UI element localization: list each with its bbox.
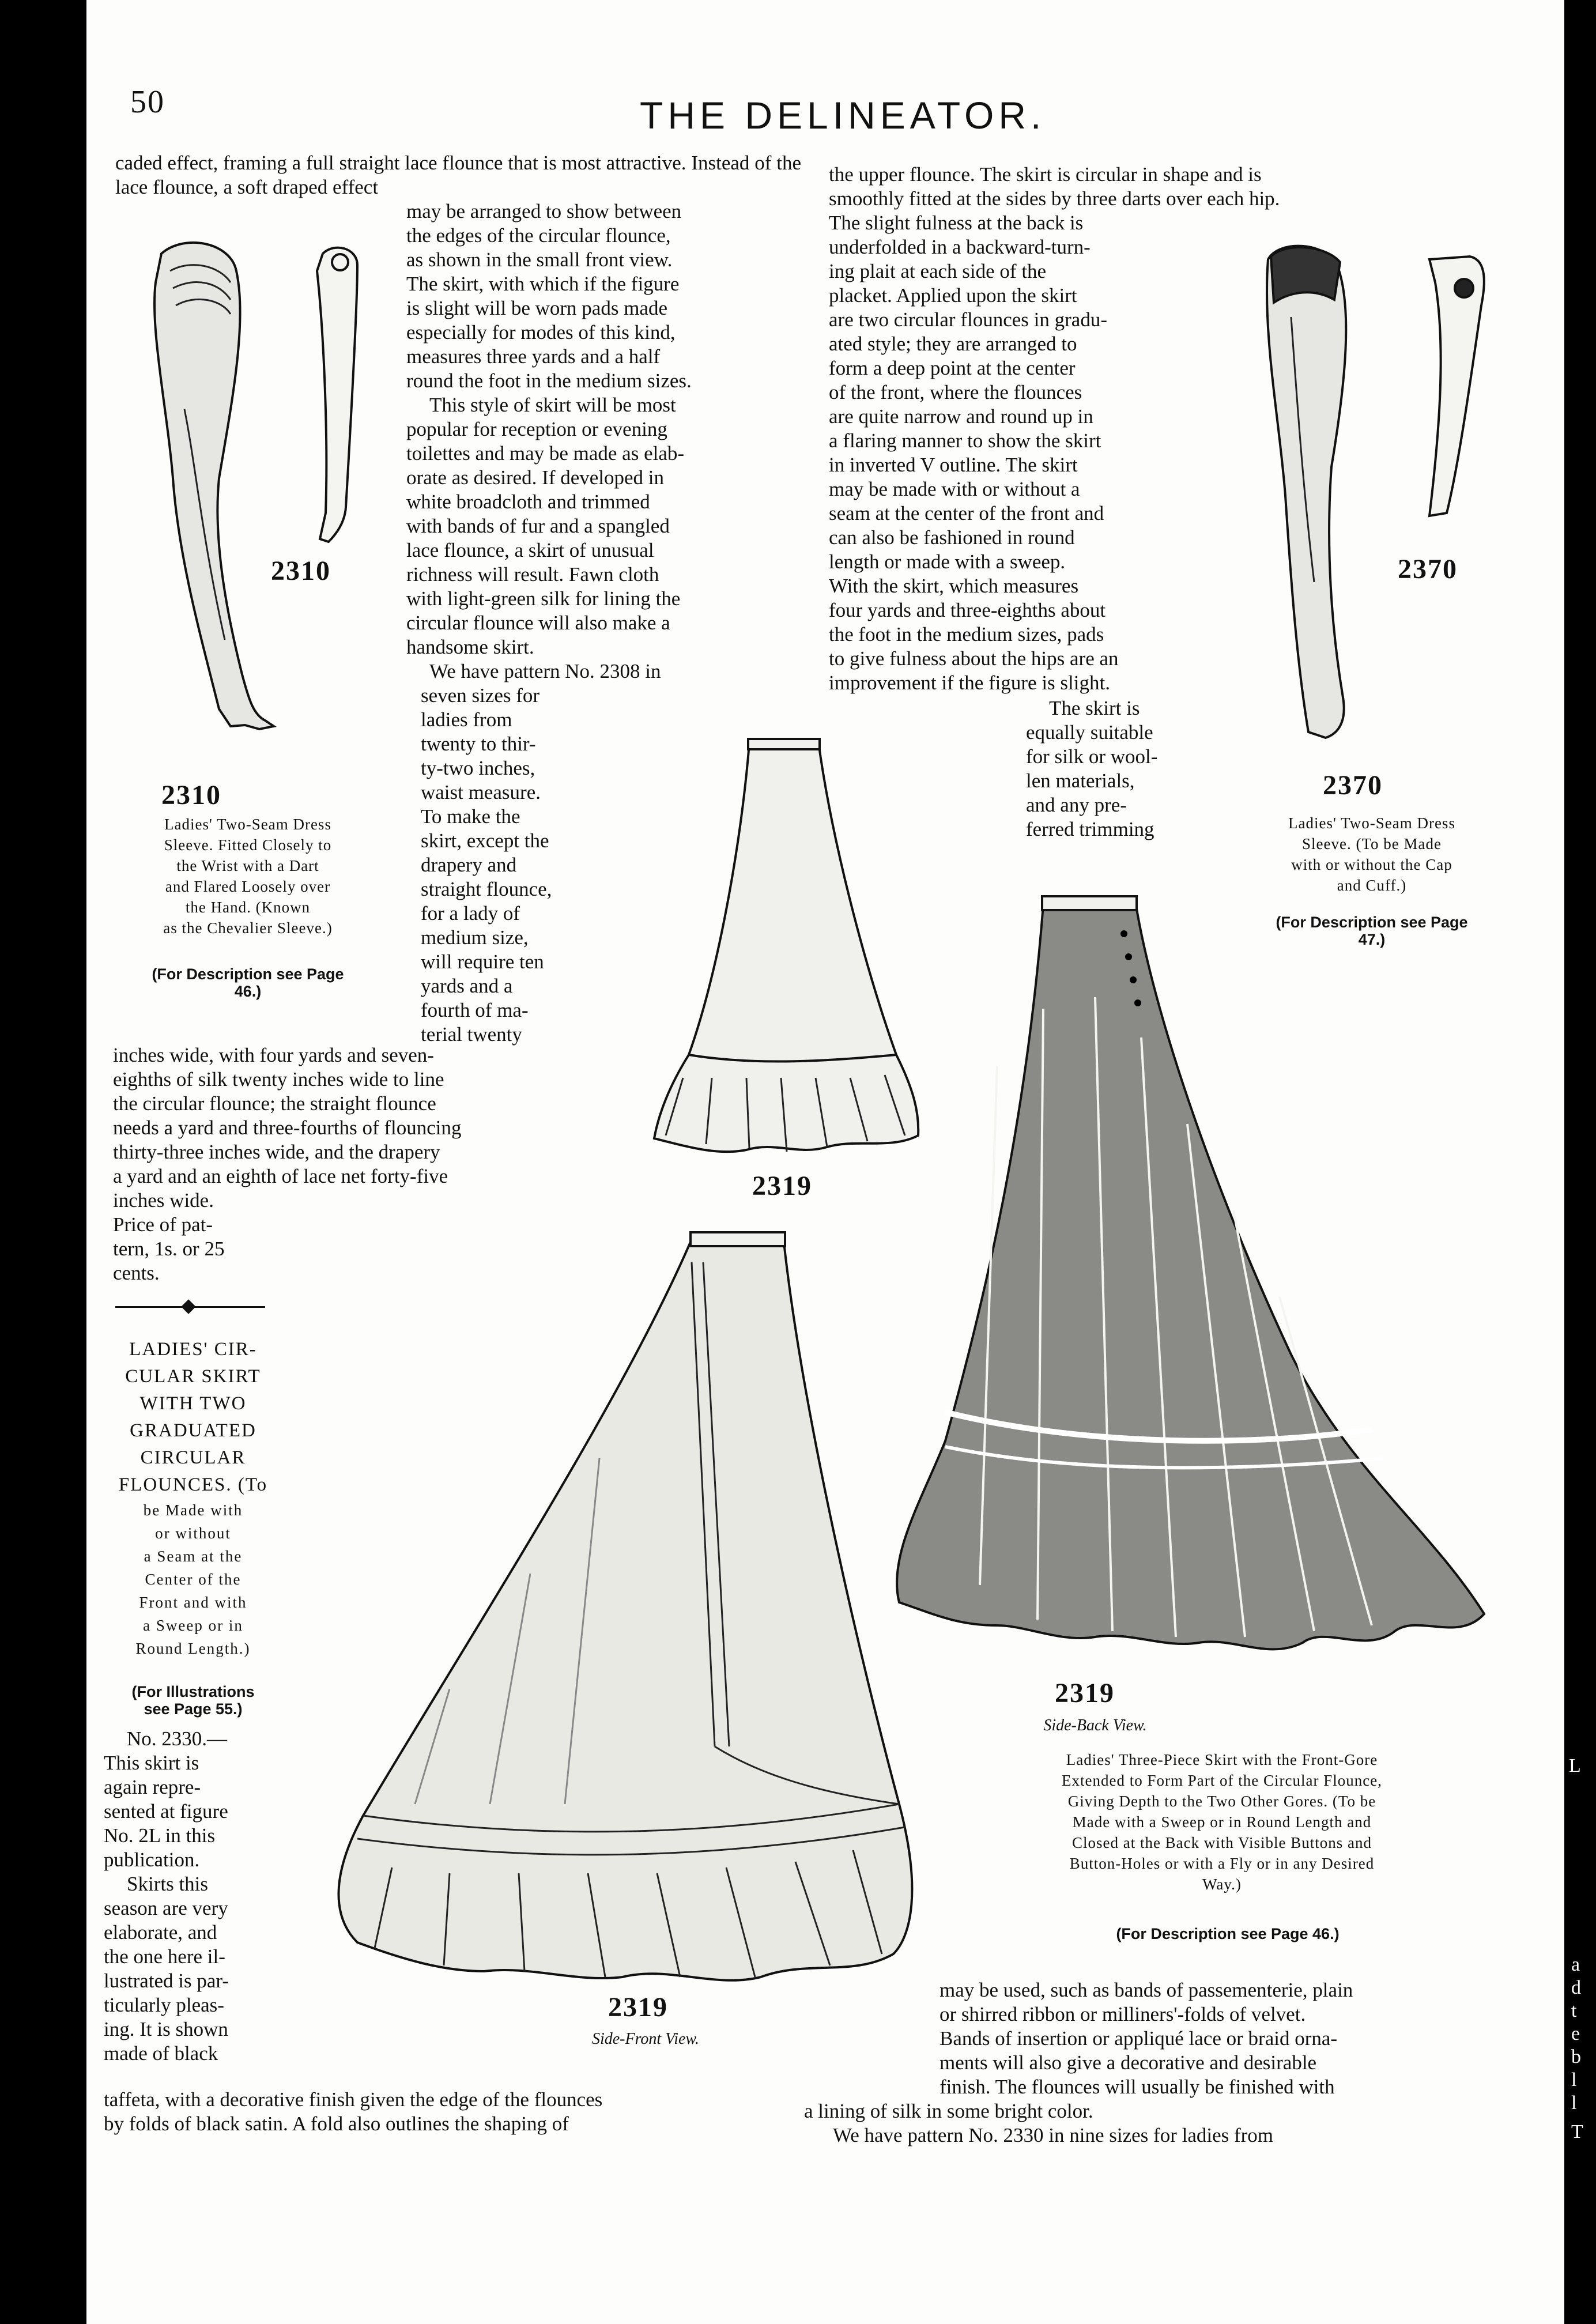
text-line: lustrated is par- [104,1970,229,1992]
text-line: drapery and [421,854,517,876]
text-line: publication. [104,1848,200,1871]
text-line: We have pattern No. 2330 in nine sizes for ladies from [833,2124,1274,2146]
caption-line: and Cuff.) [1337,877,1407,894]
title-line: Round Length.) [135,1640,251,1657]
desc-line: (For Description see Page [152,965,344,983]
desc-line: (For Illustrations [131,1683,255,1700]
text-line: taffeta, with a decorative finish given the edge of the flounces [104,2088,603,2111]
text-line: is slight will be worn pads made [406,297,668,319]
text-line: Skirts this [127,1873,209,1895]
title-line: Center of the [145,1571,242,1588]
figure-caption [934,1749,1510,1895]
skirt-2319-side-back-illustration [853,893,1499,1672]
figure-number: 2310 [271,556,331,586]
column-2-text [406,199,801,684]
figure-caption [1233,813,1510,896]
caption-line: Ladies' Two-Seam Dress [164,816,331,833]
text-line: a yard and an eighth of lace net forty-five [113,1165,448,1187]
text-line: for silk or wool- [1026,745,1158,768]
text-line: With the skirt, which measures [829,575,1079,597]
desc-line: (For Description see Page [1276,914,1468,931]
illustration-reference [104,1683,282,1718]
caption-line: the Hand. (Known [185,899,311,916]
text-line: Price of pat- [113,1213,213,1236]
figure-number: 2370 [1398,554,1458,584]
title-line: Front and with [139,1594,247,1611]
text-line: thirty-three inches wide, and the drapery [113,1141,440,1163]
caption-line: Ladies' Two-Seam Dress [1288,814,1455,832]
text-line: ladies from [421,708,512,731]
text-line: seven sizes for [421,684,540,707]
text-line: seam at the center of the front and [829,502,1104,525]
text-line: may be arranged to show between [406,200,682,222]
figure-number: 2319 [1055,1678,1115,1708]
text-line: The skirt, with which if the figure [406,273,680,295]
text-line: ferred trimming [1026,818,1154,840]
caption-line: Closed at the Back with Visible Buttons and [1071,1834,1372,1851]
text-line: cents. [113,1262,160,1284]
text-line: skirt, except the [421,829,549,852]
edge-char: l [1571,2092,1577,2114]
text-line: can also be fashioned in round [829,526,1075,549]
text-line: measures three yards and a half [406,345,661,368]
text-line: in inverted V outline. The skirt [829,454,1078,476]
text-line: the foot in the medium sizes, pads [829,623,1104,646]
figure-number: 2319 [608,1992,668,2023]
text-line: improvement if the figure is slight. [829,671,1110,694]
text-line: ticularly pleas- [104,1994,224,2016]
column-3-short-text [1026,696,1205,842]
text-line: inches wide. [113,1189,214,1212]
text-line: Bands of insertion or appliqué lace or braid orna- [940,2027,1338,2050]
text-line: handsome skirt. [406,636,534,658]
bottom-left-text [104,2088,784,2136]
text-line: len materials, [1026,769,1135,792]
caption-line: with or without the Cap [1291,856,1452,873]
text-line: of the front, where the flounces [829,381,1082,403]
text-line: four yards and three-eighths about [829,599,1106,621]
text-line: the circular flounce; the straight flounce [113,1092,436,1115]
figure-number: 2370 [1323,770,1383,801]
text-line: This style of skirt will be most [429,394,676,416]
title-line: be Made with [143,1501,243,1519]
title-line: WITH TWO [139,1393,247,1414]
section-body-text [104,1727,271,2066]
text-line: a flaring manner to show the skirt [829,429,1101,452]
caption-line: Made with a Sweep or in Round Length and [1072,1813,1372,1831]
caption-line: Sleeve. (To be Made [1301,835,1442,852]
figure-caption [110,814,386,938]
text-line: the upper flounce. The skirt is circular in shape and is [829,163,1262,186]
figure-number: 2319 [752,1171,812,1201]
text-line: made of black [104,2042,218,2065]
caption-line: Extended to Form Part of the Circular Flounce, [1062,1772,1382,1789]
text-line: ated style; they are arranged to [829,333,1077,355]
text-line: ing. It is shown [104,2018,228,2040]
text-line: by folds of black satin. A fold also outlines the shaping of [104,2112,569,2135]
text-line: needs a yard and three-fourths of flouncing [113,1116,462,1139]
title-line: CULAR SKIRT [125,1366,261,1387]
bottom-right-text-wide [804,2099,1513,2148]
title-line: GRADUATED [130,1420,256,1441]
edge-char: e [1571,2023,1580,2044]
desc-line: 46.) [234,983,262,1000]
title-line: or without [155,1525,231,1542]
text-line: popular for reception or evening [406,418,667,440]
text-line: circular flounce will also make a [406,612,670,634]
caption-line: Giving Depth to the Two Other Gores. (To be [1067,1793,1376,1810]
column-2-narrow-text [421,684,588,1047]
figure-number: 2310 [161,780,221,810]
text-line: will require ten [421,950,544,973]
sleeve-2370-illustration [1228,236,1527,784]
text-line: to give fulness about the hips are an [829,647,1119,670]
left-scan-border [0,0,86,2324]
text-line: tern, 1s. or 25 [113,1238,225,1260]
text-line: lace flounce, a skirt of unusual [406,539,654,561]
text-line: for a lady of [421,902,520,925]
text-line: No. 2330.— [127,1727,228,1750]
text-line: terial twenty [421,1023,522,1046]
description-reference: (For Description see Page 46.) [1116,1925,1340,1942]
column-3-text [829,163,1515,211]
text-line: straight flounce, [421,878,552,900]
magazine-title: THE DELINEATOR. [640,94,1046,137]
text-line: round the foot in the medium sizes. [406,369,692,392]
text-line: twenty to thir- [421,733,536,755]
text-line: length or made with a sweep. [829,550,1066,573]
description-reference [110,965,386,1000]
desc-line: see Page 55.) [144,1700,243,1718]
divider-ornament [181,1299,195,1314]
column-3-narrow-text [829,211,1209,695]
text-line: the one here il- [104,1945,225,1968]
text-line: underfolded in a backward-turn- [829,236,1091,258]
edge-char: t [1571,2000,1577,2021]
text-line: eighths of silk twenty inches wide to line [113,1068,444,1091]
title-line: LADIES' CIR- [129,1339,257,1360]
text-line: may be used, such as bands of passementerie, plain [940,1979,1353,2001]
text-line: toilettes and may be made as elab- [406,442,685,465]
text-line: ing plait at each side of the [829,260,1047,282]
text-line: sented at figure [104,1800,228,1823]
text-line: ty-two inches, [421,757,535,779]
text-line: waist measure. [421,781,541,803]
text-line: ments will also give a decorative and desirable [940,2051,1317,2074]
text-line: richness will result. Fawn cloth [406,563,659,586]
edge-char: T [1571,2121,1583,2142]
col1-top-text: caded effect, framing a full straight lace flounce that is most attractive. Instead of the lace flounce, a soft draped effect [115,152,801,198]
text-line: orate as desired. If developed in [406,466,665,489]
caption-line: Button-Holes or with a Fly or in any Desired [1069,1855,1375,1872]
text-line: with bands of fur and a spangled [406,515,670,537]
sleeve-2310-illustration [115,236,403,790]
right-scan-border [1564,0,1596,2324]
text-line: or shirred ribbon or milliners'-folds of velvet. [940,2003,1306,2025]
caption-line: Ladies' Three-Piece Skirt with the Front-Gore [1066,1751,1378,1768]
text-line: fourth of ma- [421,999,529,1021]
caption-line: as the Chevalier Sleeve.) [163,919,333,937]
text-line: white broadcloth and trimmed [406,491,650,513]
text-line: may be made with or without a [829,478,1080,500]
edge-char: b [1571,2046,1581,2068]
text-line: elaborate, and [104,1921,217,1944]
text-line: a lining of silk in some bright color. [804,2100,1093,2122]
edge-char: a [1571,1954,1580,1975]
text-line: We have pattern No. 2308 in [429,660,661,682]
text-line: finish. The flounces will usually be finished with [940,2076,1335,2098]
edge-char: L [1569,1755,1581,1776]
view-label: Side-Back View. [1043,1716,1147,1734]
caption-line: the Wrist with a Dart [176,857,319,874]
text-line: This skirt is [104,1752,199,1774]
text-line: medium size, [421,926,529,949]
text-line: equally suitable [1026,721,1153,744]
edge-char: l [1571,2069,1577,2091]
edge-char: d [1571,1977,1581,1998]
section-title [104,1336,282,1660]
view-label: Side-Front View. [591,2030,700,2048]
text-line: season are very [104,1897,228,1919]
text-line: The skirt is [1049,697,1140,719]
page-number: 50 [130,84,165,120]
caption-line: Way.) [1202,1876,1242,1893]
text-line: with light-green silk for lining the [406,587,681,610]
bottom-right-text [940,1978,1516,2099]
text-line: again repre- [104,1776,201,1798]
title-line: CIRCULAR [140,1447,246,1468]
desc-line: 47.) [1358,931,1386,948]
text-line: are two circular flounces in gradu- [829,308,1107,331]
text-line: To make the [421,805,520,828]
text-line: inches wide, with four yards and seven- [113,1044,434,1066]
text-line: The slight fulness at the back is [829,212,1084,234]
title-line: FLOUNCES. (To [118,1474,268,1495]
text-line: especially for modes of this kind, [406,321,676,344]
text-line: as shown in the small front view. [406,248,673,271]
skirt-2319-side-front-illustration [300,1228,945,1994]
text-line: and any pre- [1026,794,1127,816]
text-line: No. 2L in this [104,1824,216,1847]
title-line: a Seam at the [144,1548,243,1565]
text-line: the edges of the circular flounce, [406,224,671,247]
caption-line: and Flared Loosely over [165,878,331,895]
text-line: form a deep point at the center [829,357,1076,379]
text-line: are quite narrow and round up in [829,405,1093,428]
caption-line: Sleeve. Fitted Closely to [164,836,332,854]
title-line: a Sweep or in [143,1617,243,1634]
text-line: smoothly fitted at the sides by three darts over each hip. [829,187,1280,210]
text-line: placket. Applied upon the skirt [829,284,1077,307]
text-line: yards and a [421,975,513,997]
